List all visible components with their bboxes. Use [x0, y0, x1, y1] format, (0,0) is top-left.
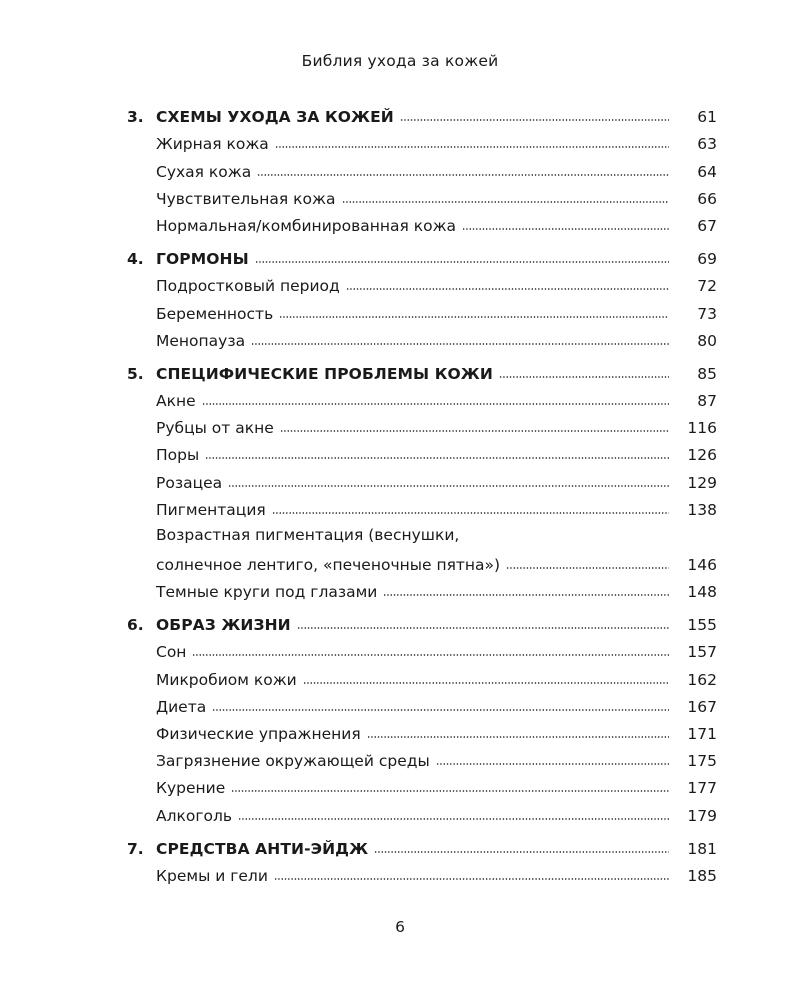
toc-chapter: [127, 100, 717, 236]
dot-leader: [383, 593, 669, 597]
toc-entry[interactable]: [127, 635, 717, 662]
entry-page: 148: [687, 583, 717, 601]
entry-title: Беременность: [156, 304, 274, 323]
dot-leader: [272, 511, 669, 515]
chapter-page: 181: [687, 839, 717, 858]
entry-title: Рубцы от акне: [156, 419, 274, 438]
chapter-number: 3.: [127, 108, 144, 127]
entry-page: 80: [697, 331, 717, 350]
entry-title: Сухая кожа: [156, 162, 252, 181]
entry-title: Пигментация: [156, 500, 266, 519]
chapter-number: 6.: [127, 616, 144, 635]
chapter-number: 7.: [127, 839, 144, 858]
entry-page: 67: [697, 216, 717, 235]
entry-title: Физические упражнения: [156, 724, 361, 743]
entry-page: 138: [687, 500, 717, 519]
page-number: 6: [395, 918, 405, 936]
dot-leader: [303, 681, 669, 685]
entry-page: 73: [697, 304, 717, 323]
toc-entry[interactable]: [127, 154, 717, 181]
running-head: Библия ухода за кожей: [301, 52, 499, 70]
toc-chapter-heading[interactable]: [127, 832, 717, 859]
entry-page: 146: [687, 555, 717, 574]
toc-chapter: [127, 832, 717, 886]
entry-page: 177: [687, 779, 717, 798]
chapter-title: СХЕМЫ УХОДА ЗА КОЖЕЙ: [156, 108, 394, 127]
dot-leader: [346, 287, 669, 291]
entry-page: 129: [687, 473, 717, 492]
chapter-title: СРЕДСТВА АНТИ-ЭЙДЖ: [156, 839, 369, 858]
dot-leader: [374, 850, 669, 854]
entry-page: 175: [687, 752, 717, 771]
dot-leader: [275, 145, 669, 149]
toc-entry[interactable]: [127, 182, 717, 209]
entry-title: Кремы и гели: [156, 866, 268, 885]
entry-title: Подростковый период: [156, 277, 340, 296]
entry-title: Жирная кожа: [156, 135, 269, 154]
dot-leader: [367, 735, 669, 739]
dot-leader: [205, 456, 669, 460]
entry-page: 171: [687, 724, 717, 743]
chapter-page: 61: [697, 108, 717, 127]
entry-page: 64: [697, 162, 717, 181]
table-of-contents: [127, 100, 717, 892]
dot-leader: [212, 708, 669, 712]
entry-page: 87: [697, 392, 717, 411]
dot-leader: [228, 484, 669, 488]
toc-entry[interactable]: [127, 798, 717, 825]
toc-entry[interactable]: [127, 744, 717, 771]
entry-title: Возрастная пигментация (веснушки,: [156, 525, 460, 544]
dot-leader: [255, 260, 669, 264]
chapter-number: 4.: [127, 250, 144, 269]
toc-entry[interactable]: [127, 520, 717, 575]
chapter-page: 69: [697, 250, 717, 269]
toc-entry[interactable]: [127, 411, 717, 438]
dot-leader: [279, 315, 669, 319]
chapter-title: СПЕЦИФИЧЕСКИЕ ПРОБЛЕМЫ КОЖИ: [156, 364, 493, 383]
toc-entry[interactable]: [127, 575, 717, 602]
toc-entry[interactable]: [127, 324, 717, 351]
entry-title: Чувствительная кожа: [156, 189, 336, 208]
dot-leader: [274, 877, 669, 881]
dot-leader: [231, 789, 669, 793]
entry-page: 179: [687, 806, 717, 825]
toc-entry[interactable]: [127, 717, 717, 744]
entry-page: 116: [687, 419, 717, 438]
entry-title: Розацеа: [156, 473, 223, 492]
entry-title: Алкоголь: [156, 806, 233, 825]
entry-page: 63: [697, 135, 717, 154]
entry-title: Сон: [156, 643, 187, 662]
dot-leader: [436, 762, 669, 766]
toc-entry[interactable]: [127, 127, 717, 154]
toc-entry[interactable]: [127, 384, 717, 411]
toc-entry[interactable]: [127, 296, 717, 323]
chapter-page: 155: [687, 616, 717, 635]
toc-entry[interactable]: [127, 493, 717, 520]
entry-title: Микробиом кожи: [156, 670, 297, 689]
toc-entry[interactable]: [127, 438, 717, 465]
dot-leader: [506, 566, 669, 570]
entry-title: Нормальная/комбинированная кожа: [156, 216, 457, 235]
toc-entry[interactable]: [127, 209, 717, 236]
dot-leader: [257, 173, 669, 177]
toc-chapter-heading[interactable]: [127, 608, 717, 635]
entry-page: 185: [687, 866, 717, 885]
toc-entry[interactable]: [127, 269, 717, 296]
dot-leader: [400, 118, 669, 122]
entry-title: Поры: [156, 446, 200, 465]
dot-leader: [462, 227, 669, 231]
entry-page: 162: [687, 670, 717, 689]
dot-leader: [238, 817, 669, 821]
toc-entry[interactable]: [127, 662, 717, 689]
entry-title: Загрязнение окружающей среды: [156, 752, 430, 771]
toc-chapter-heading[interactable]: [127, 100, 717, 127]
toc-entry[interactable]: [127, 690, 717, 717]
chapter-title: ГОРМОНЫ: [156, 250, 249, 269]
dot-leader: [297, 626, 669, 630]
entry-title: Диета: [156, 697, 207, 716]
entry-page: 157: [687, 643, 717, 662]
entry-title: Акне: [156, 392, 196, 411]
entry-page: 72: [697, 277, 717, 296]
entry-title: Менопауза: [156, 331, 246, 350]
entry-title-continued: солнечное лентиго, «печеночные пятна»): [156, 555, 501, 574]
dot-leader: [202, 402, 669, 406]
entry-title: Темные круги под глазами: [156, 583, 378, 601]
dot-leader: [280, 429, 669, 433]
entry-page: 167: [687, 697, 717, 716]
toc-chapter-heading[interactable]: [127, 357, 717, 384]
dot-leader: [192, 653, 669, 657]
toc-entry[interactable]: [127, 771, 717, 798]
toc-entry[interactable]: [127, 465, 717, 492]
chapter-page: 85: [697, 364, 717, 383]
entry-page: 126: [687, 446, 717, 465]
toc-chapter-heading[interactable]: [127, 242, 717, 269]
toc-chapter: [127, 242, 717, 351]
chapter-title: ОБРАЗ ЖИЗНИ: [156, 616, 291, 635]
entry-page: 66: [697, 189, 717, 208]
dot-leader: [251, 342, 669, 346]
toc-chapter: [127, 357, 717, 602]
toc-entry[interactable]: [127, 859, 717, 886]
entry-title: Курение: [156, 779, 226, 798]
dot-leader: [342, 200, 670, 204]
dot-leader: [499, 375, 669, 379]
chapter-number: 5.: [127, 364, 144, 383]
toc-chapter: [127, 608, 717, 826]
